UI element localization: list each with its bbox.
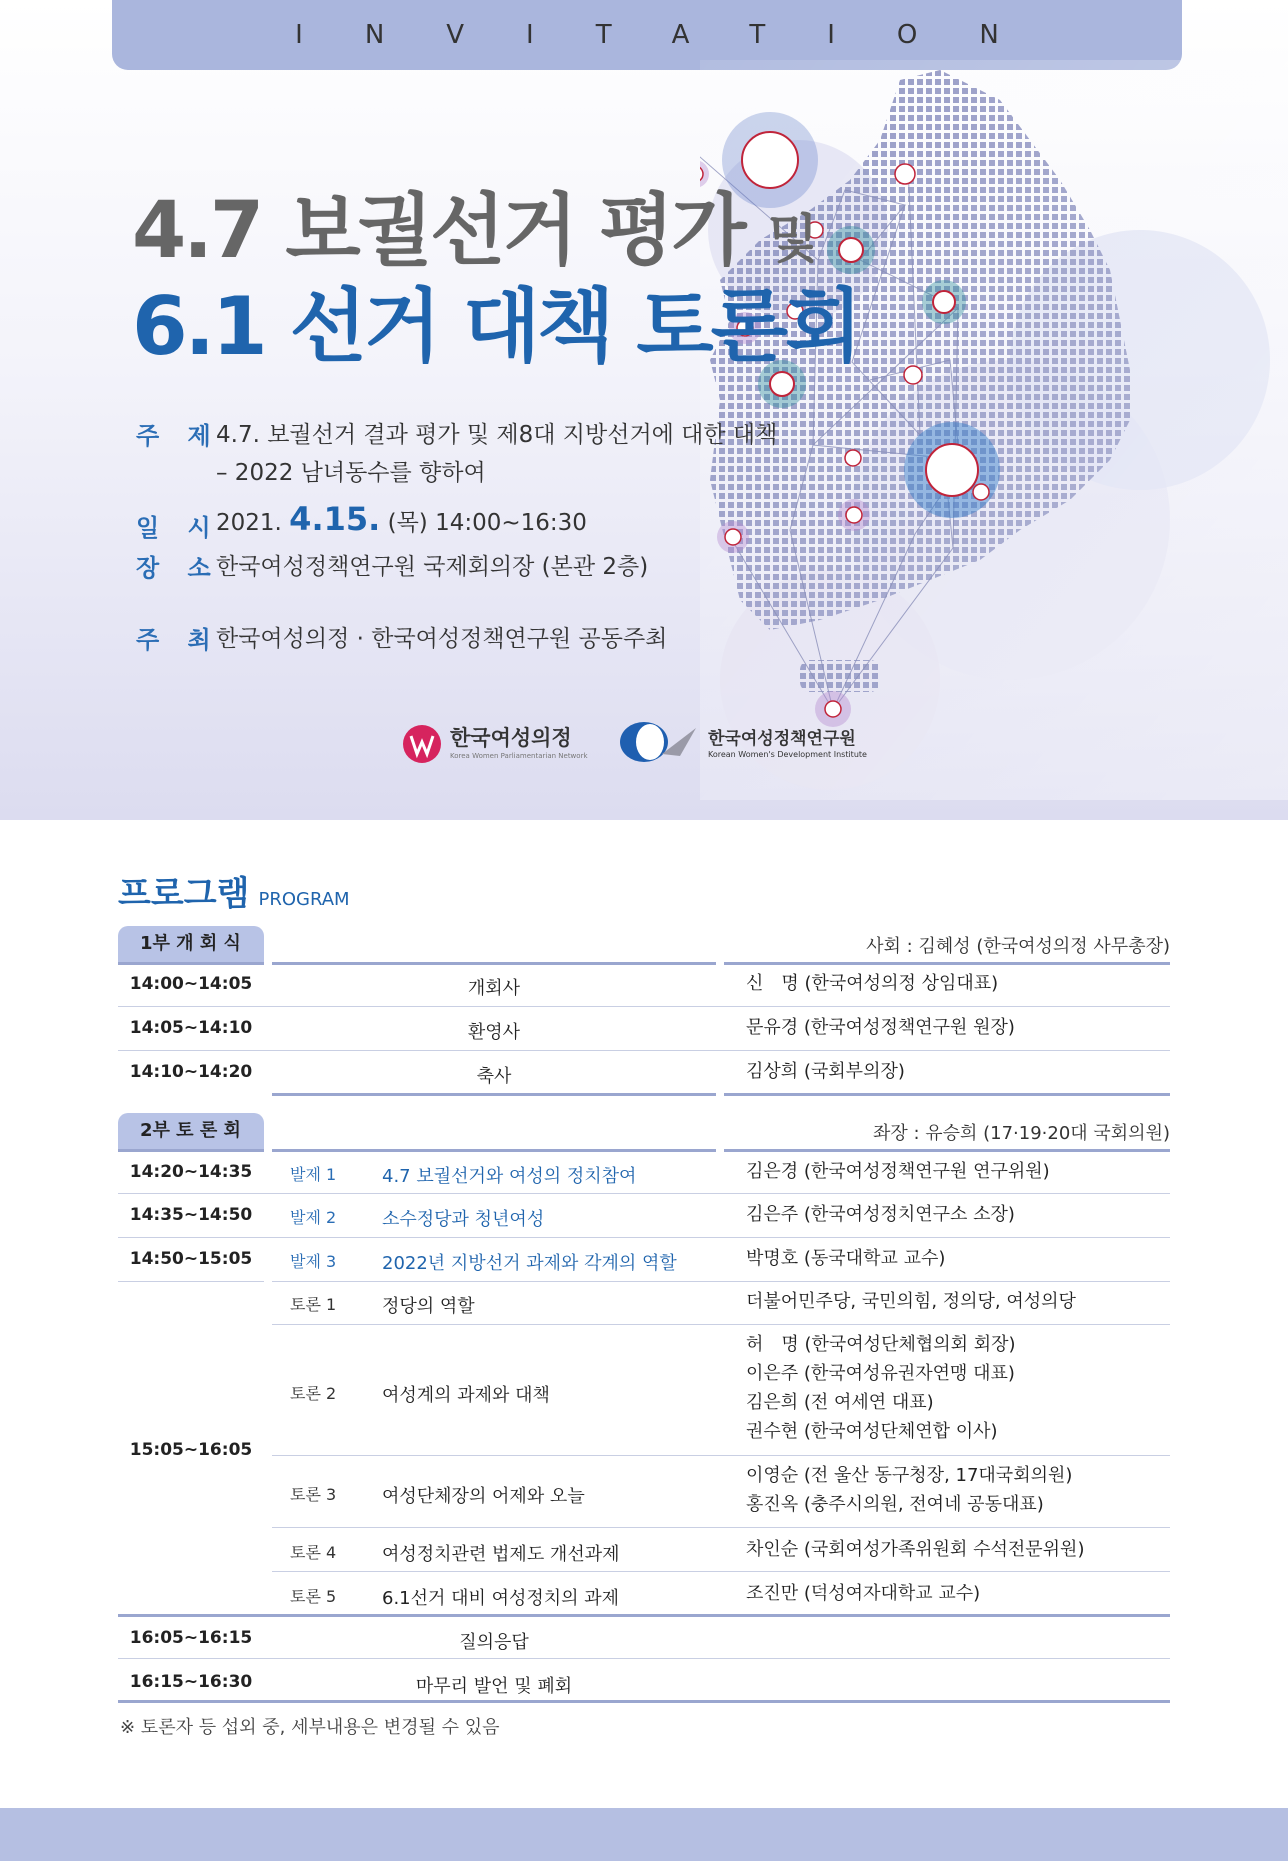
divider: [118, 1050, 1170, 1051]
invitation-text: INVITATION: [295, 20, 1061, 50]
row-tag: 토론 1: [290, 1295, 337, 1314]
row-title: 환영사: [467, 1022, 521, 1043]
row-tag: 토론 5: [290, 1587, 337, 1606]
date-label: 일 시: [136, 514, 221, 542]
kwdi-emblem-icon: [618, 720, 698, 764]
host-value: 한국여성의정 · 한국여성정책연구원 공동주최: [216, 626, 668, 652]
row-title: 정당의 역할: [382, 1296, 475, 1317]
row-time: 14:00~14:05: [129, 974, 253, 994]
row-time: 14:10~14:20: [129, 1062, 253, 1082]
divider: [272, 1324, 1170, 1325]
program-title-en: PROGRAM: [258, 889, 350, 910]
divider: [272, 1571, 1170, 1572]
topic-line2: – 2022 남녀동수를 향하여: [216, 460, 486, 486]
program-heading: [118, 866, 350, 915]
person: 허 명 (한국여성단체협의회 회장): [746, 1334, 1016, 1355]
date-value: [216, 500, 587, 538]
row-person: 문유경 (한국여성정책연구원 원장): [746, 1017, 1015, 1038]
divider: [118, 1006, 1170, 1007]
org2-name: 한국여성정책연구원: [708, 729, 856, 749]
person: 권수현 (한국여성단체연합 이사): [746, 1421, 998, 1442]
divider: [272, 962, 716, 965]
org1-sub: Korea Women Parliamentarian Network: [450, 752, 588, 760]
row-tag: 토론 3: [290, 1485, 337, 1504]
title-line1-small: 및: [767, 210, 815, 270]
row-person: 김상희 (국회부의장): [746, 1061, 905, 1082]
divider: [118, 1149, 264, 1152]
row-title: 6.1선거 대비 여성정치의 과제: [382, 1588, 620, 1609]
row-person: 박명호 (동국대학교 교수): [746, 1248, 946, 1269]
row-person: 더불어민주당, 국민의힘, 정의당, 여성의당: [746, 1291, 1076, 1312]
row-person: 조진만 (덕성여자대학교 교수): [746, 1583, 981, 1604]
row-tag: 발제 1: [290, 1165, 337, 1184]
row-title: 여성계의 과제와 대책: [382, 1385, 550, 1406]
row-person: 김은경 (한국여성정책연구원 연구위원): [746, 1161, 1050, 1182]
place-label: 장 소: [136, 554, 221, 582]
divider: [724, 1149, 1170, 1152]
hero-section: [0, 0, 1288, 820]
row-time: 14:05~14:10: [129, 1018, 253, 1038]
row-title: 마무리 발언 및 폐회: [415, 1676, 573, 1697]
person: 이은주 (한국여성유권자연맹 대표): [746, 1363, 1015, 1384]
host-label: 주 최: [136, 626, 221, 654]
divider: [272, 1527, 1170, 1528]
date-suffix: (목) 14:00~16:30: [387, 510, 587, 536]
discussion-time: 15:05~16:05: [129, 1440, 253, 1460]
row-persons: [724, 1461, 1170, 1519]
divider: [272, 1455, 1170, 1456]
row-person: 신 명 (한국여성의정 상임대표): [746, 973, 999, 994]
kwpn-emblem-icon: [402, 724, 442, 764]
row-tag: 발제 2: [290, 1208, 337, 1227]
row-time: 16:15~16:30: [129, 1672, 253, 1692]
divider: [724, 962, 1170, 965]
row-title: 질의응답: [459, 1632, 529, 1653]
row-tag: 토론 2: [290, 1384, 337, 1403]
topic-label: 주 제: [136, 422, 221, 450]
row-tag: 발제 3: [290, 1252, 337, 1271]
row-persons: [724, 1330, 1170, 1446]
divider: [118, 962, 264, 965]
person: 홍진옥 (충주시의원, 전여네 공동대표): [746, 1494, 1044, 1515]
divider: [118, 1658, 1170, 1659]
footer-bar: [0, 1808, 1288, 1861]
title-line1-main: 4.7 보궐선거 평가: [132, 186, 744, 276]
part2-section: [118, 1113, 1170, 1703]
date-prefix: 2021.: [216, 510, 282, 536]
part1-host: 사회 : 김혜성 (한국여성의정 사무총장): [866, 936, 1170, 957]
part1-label: 1부 개 회 식: [118, 926, 264, 962]
part1-section: [118, 926, 1170, 1096]
divider: [118, 1237, 1170, 1238]
divider: [724, 1093, 1170, 1096]
divider: [118, 1700, 1170, 1703]
divider: [272, 1093, 716, 1096]
part2-label: 2부 토 론 회: [118, 1113, 264, 1149]
row-title: 개회사: [467, 978, 521, 999]
row-title: 소수정당과 청년여성: [382, 1209, 545, 1230]
place-value: 한국여성정책연구원 국제회의장 (본관 2층): [216, 554, 649, 580]
org1-name: 한국여성의정: [450, 726, 572, 750]
row-title: 여성단체장의 어제와 오늘: [382, 1486, 585, 1507]
divider: [118, 1193, 1170, 1194]
row-tag: 토론 4: [290, 1543, 337, 1562]
row-title: 4.7 보궐선거와 여성의 정치참여: [382, 1166, 637, 1187]
row-time: 14:20~14:35: [129, 1162, 253, 1182]
row-time: 14:50~15:05: [129, 1249, 253, 1269]
row-person: 김은주 (한국여성정치연구소 소장): [746, 1204, 1015, 1225]
date-big: 4.15.: [289, 500, 381, 538]
row-time: 16:05~16:15: [129, 1628, 253, 1648]
person: 이영순 (전 울산 동구청장, 17대국회의원): [746, 1465, 1073, 1486]
footnote: ※ 토론자 등 섭외 중, 세부내용은 변경될 수 있음: [120, 1717, 500, 1738]
divider: [118, 1281, 264, 1282]
row-title: 축사: [476, 1066, 512, 1087]
organizer-logos: [402, 718, 902, 768]
divider: [118, 1614, 1170, 1617]
divider: [272, 1149, 716, 1152]
person: 김은희 (전 여세연 대표): [746, 1392, 934, 1413]
logo-korea-women-parliamentarians: [402, 718, 612, 768]
row-time: 14:35~14:50: [129, 1205, 253, 1225]
org2-sub: Korean Women's Development Institute: [708, 750, 867, 759]
main-title-line2: 6.1 선거 대책 토론회: [132, 280, 860, 373]
program-title-ko: 프로그램: [118, 874, 250, 914]
part2-host: 좌장 : 유승희 (17·19·20대 국회의원): [872, 1123, 1170, 1144]
topic-line1: 4.7. 보궐선거 결과 평가 및 제8대 지방선거에 대한 대책: [216, 422, 778, 448]
row-title: 여성정치관련 법제도 개선과제: [382, 1544, 620, 1565]
logo-kwdi: [618, 718, 898, 768]
divider: [272, 1281, 1170, 1282]
row-title: 2022년 지방선거 과제와 각계의 역할: [382, 1253, 677, 1274]
row-person: 차인순 (국회여성가족위원회 수석전문위원): [746, 1539, 1085, 1560]
